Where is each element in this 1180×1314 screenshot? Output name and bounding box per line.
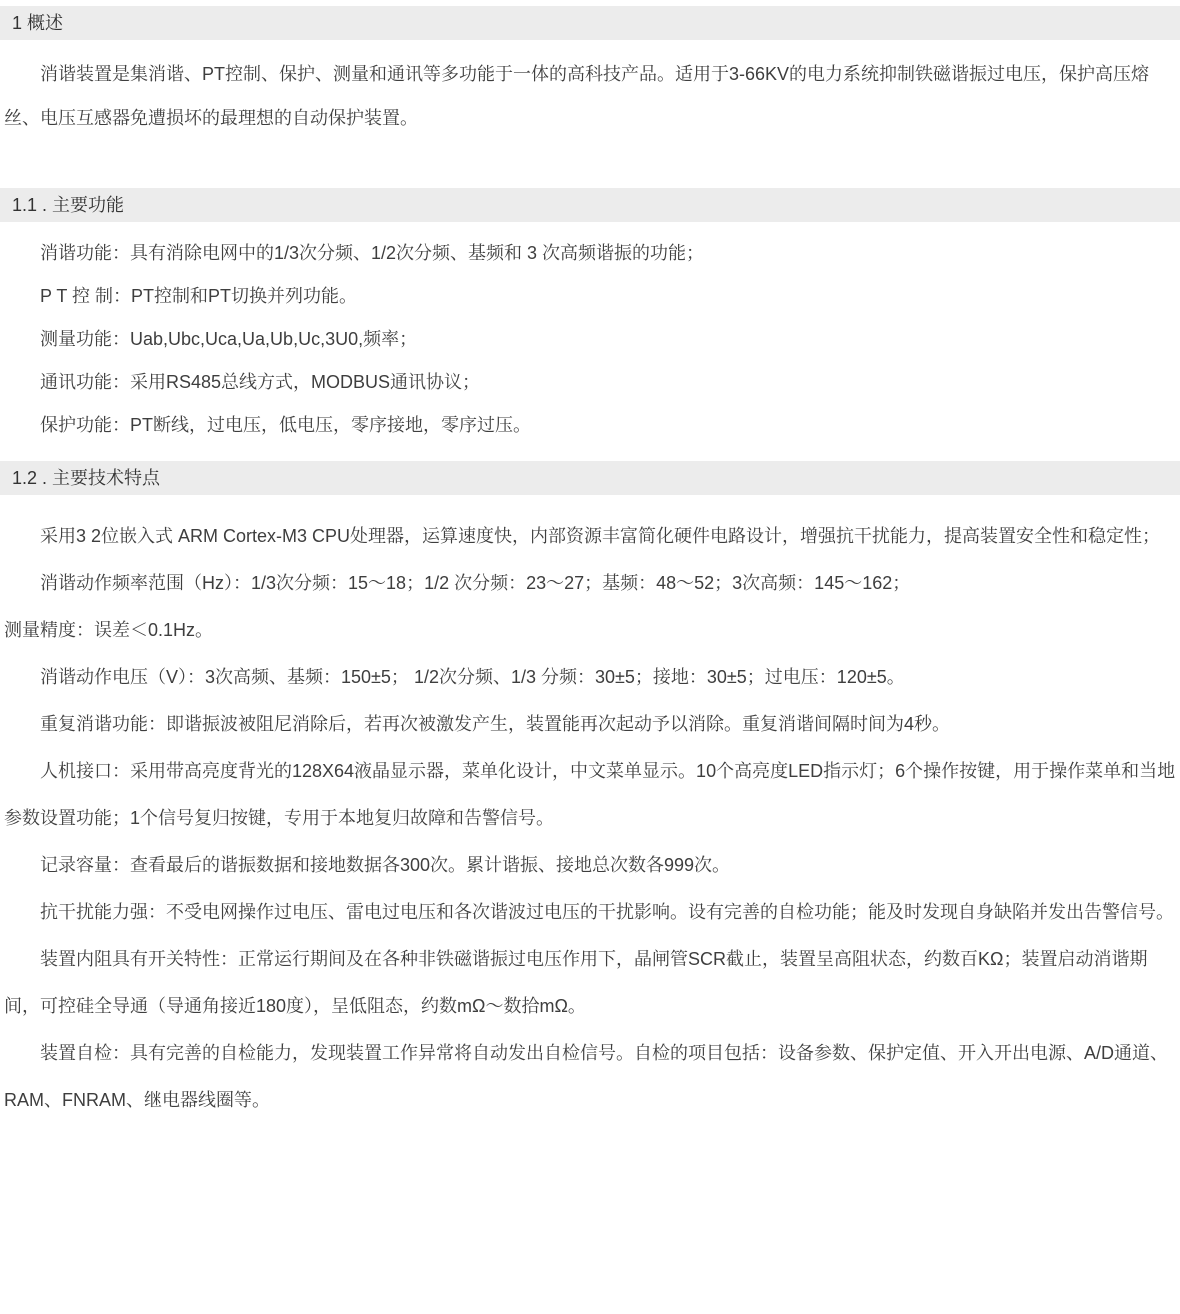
overview-paragraph: 消谐装置是集消谐、PT控制、保护、测量和通讯等多功能于一体的高科技产品。适用于3-66KV的电力系统抑制铁磁谐振过电压，保护高压熔丝、电压互感器免遭损坏的最理想的自动保护装置。 — [4, 64, 1150, 128]
feature-paragraph-internal-resistance: 装置内阻具有开关特性：正常运行期间及在各种非铁磁谐振过电压作用下，晶闸管SCR截止，装置呈高阻状态，约数百KΩ；装置启动消谐期间，可控硅全导通（导通角接近180度），呈低阻态，约数mΩ～数拾mΩ。 — [4, 949, 1148, 1016]
feature-paragraph-self-check: 装置自检：具有完善的自检能力，发现装置工作异常将自动发出自检信号。自检的项目包括：设备参数、保护定值、开入开出电源、A/D通道、RAM、FNRAM、继电器线圈等。 — [4, 1043, 1168, 1110]
feature-paragraph-repeat-elimination: 重复消谐功能：即谐振波被阻尼消除后，若再次被激发产生，装置能再次起动予以消除。重复消谐间隔时间为4秒。 — [40, 714, 951, 734]
section-heading-overview-label: 1 概述 — [12, 13, 64, 33]
feature-paragraph-measurement-accuracy: 测量精度：误差＜0.1Hz。 — [4, 620, 214, 640]
function-item-harmonic-elimination: 消谐功能：具有消除电网中的1/3次分频、1/2次分频、基频和 3 次高频谐振的功能； — [40, 243, 705, 263]
section-heading-technical-features-label: 1.2 . 主要技术特点 — [12, 468, 161, 488]
feature-paragraph-anti-interference: 抗干扰能力强：不受电网操作过电压、雷电过电压和各次谐波过电压的干扰影响。设有完善的自检功能；能及时发现自身缺陷并发出告警信号。 — [40, 902, 1174, 922]
document-page — [0, 6, 1180, 1124]
feature-paragraph-record-capacity: 记录容量：查看最后的谐振数据和接地数据各300次。累计谐振、接地总次数各999次。 — [40, 855, 731, 875]
section-heading-overview — [0, 6, 1180, 40]
function-item-communication: 通讯功能：采用RS485总线方式，MODBUS通讯协议； — [40, 372, 481, 392]
feature-paragraph-action-voltage: 消谐动作电压（V）：3次高频、基频：150±5； 1/2次分频、1/3 分频：30±5；接地：30±5；过电压：120±5。 — [40, 667, 905, 687]
function-item-protection: 保护功能：PT断线，过电压，低电压，零序接地，零序过压。 — [40, 415, 531, 435]
function-list — [0, 232, 1180, 447]
feature-paragraph-hmi: 人机接口：采用带高亮度背光的128X64液晶显示器，菜单化设计，中文菜单显示。10个高亮度LED指示灯；6个操作按键，用于操作菜单和当地参数设置功能；1个信号复归按键，专用于本地复归故障和告警信号。 — [4, 761, 1176, 828]
function-item-measurement: 测量功能：Uab,Ubc,Uca,Ua,Ub,Uc,3U0,频率； — [40, 329, 418, 349]
feature-paragraph-cpu: 采用3 2位嵌入式 ARM Cortex-M3 CPU处理器，运算速度快，内部资源丰富简化硬件电路设计，增强抗干扰能力，提高装置安全性和稳定性； — [40, 526, 1161, 546]
section-heading-main-functions-label: 1.1 . 主要功能 — [12, 195, 125, 215]
section-heading-main-functions — [0, 188, 1180, 222]
function-item-pt-control: P T 控 制：PT控制和PT切换并列功能。 — [40, 286, 358, 306]
feature-paragraph-frequency-range: 消谐动作频率范围（Hz）：1/3次分频：15～18；1/2 次分频：23～27；基频：48～52；3次高频：145～162； — [40, 573, 911, 593]
section-heading-technical-features — [0, 461, 1180, 495]
